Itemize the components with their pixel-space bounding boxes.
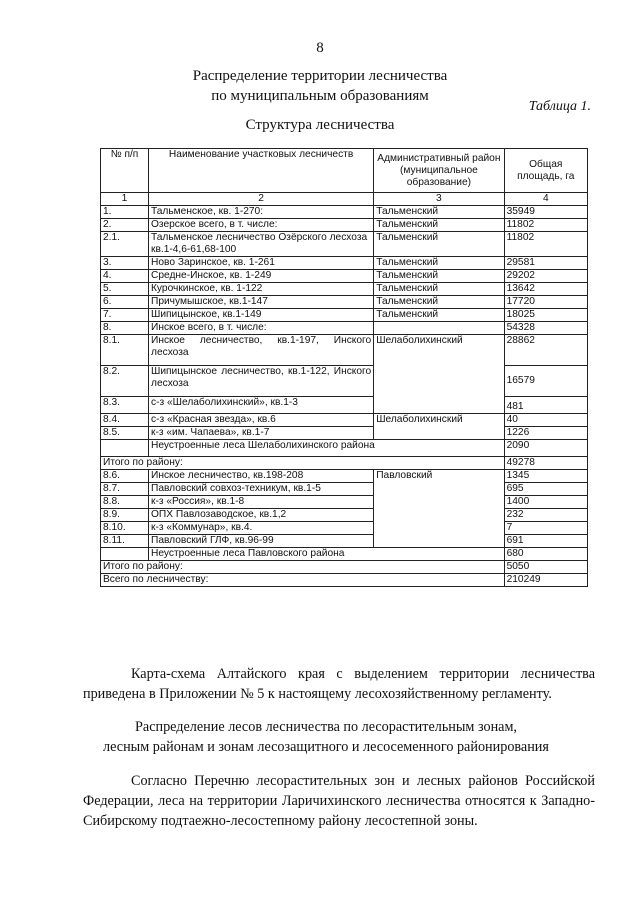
row-number: 8.9. [101,509,149,522]
row-name: к-з «Коммунар», кв.4. [149,522,374,535]
row-name: Шипицынское, кв.1-149 [149,309,374,322]
total-row [101,574,588,587]
row-district: Павловский [374,470,504,548]
column-number: 3 [374,193,504,206]
table-row [101,496,588,509]
forest-zone-paragraph: Согласно Перечню лесорастительных зон и лесных районов Российской Федерации, леса на территории Ларичихинского лесничества относятся к Западно-Сибирскому подтаежно-лесостепному району лесостепной зоны. [83,773,595,829]
row-district: Тальменский [374,232,504,257]
row-name: Инское лесничество, кв.198-208 [149,470,374,483]
subtotal-label: Итого по району: [101,457,505,470]
table-row [101,397,588,414]
row-area: 29581 [504,257,587,270]
table-row [101,470,588,483]
column-number-row [101,193,588,206]
subtotal-area: 5050 [504,561,587,574]
row-district: Тальменский [374,257,504,270]
row-name: Озерское всего, в т. числе: [149,219,374,232]
row-name: Ново Заринское, кв. 1-261 [149,257,374,270]
row-number: 7. [101,309,149,322]
row-number: 8.3. [101,397,149,414]
row-number: 2. [101,219,149,232]
row-district: Шелаболихинский [374,414,504,440]
row-number: 8.10. [101,522,149,535]
row-name: Павловский совхоз-техникум, кв.1-5 [149,483,374,496]
row-area: 11802 [504,219,587,232]
row-number: 5. [101,283,149,296]
table-body [101,149,588,587]
row-number: 8.8. [101,496,149,509]
header-cell: № п/п [101,149,149,193]
row-name: Средне-Инское, кв. 1-249 [149,270,374,283]
column-number: 4 [504,193,587,206]
row-district: Тальменский [374,270,504,283]
row-area: 29202 [504,270,587,283]
total-label: Всего по лесничеству: [101,574,505,587]
row-number: 8.11. [101,535,149,548]
row-area: 17720 [504,296,587,309]
table-row [101,232,588,257]
row-area: 1226 [504,427,587,440]
table-row [101,522,588,535]
row-area: 1345 [504,470,587,483]
forestry-structure-table [100,148,588,587]
table-row [101,270,588,283]
row-area: 7 [504,522,587,535]
row-number: 3. [101,257,149,270]
row-area: 695 [504,483,587,496]
row-area: 13642 [504,283,587,296]
row-area: 11802 [504,232,587,257]
row-area: 16579 [504,366,587,397]
row-name: Инское лесничество, кв.1-197, Инского лесхоза [149,335,374,366]
subtotal-row [101,561,588,574]
table-row [101,283,588,296]
table-row [101,257,588,270]
table-row [101,427,588,440]
table-row [101,483,588,496]
row-area: 691 [504,535,587,548]
row-number [101,548,149,561]
row-name: Инское всего, в т. числе: [149,322,374,335]
row-area: 232 [504,509,587,522]
row-area: 680 [504,548,587,561]
row-area: 35949 [504,206,587,219]
row-name: с-з «Шелаболихинский», кв.1-3 [149,397,374,414]
table-header-row [101,149,588,193]
title-line-1: Распределение территории лесничества [192,68,448,84]
section-heading-line-1: Распределение лесов лесничества по лесорастительным зонам, [135,719,517,735]
table-label: Таблица 1. [528,99,591,114]
page-number: 8 [316,40,324,56]
column-number: 2 [149,193,374,206]
header-cell: Наименование участковых лесничеств [149,149,374,193]
table-row [101,309,588,322]
row-district: Шелаболихинский [374,335,504,414]
header-cell: Административный район (муниципальное образование) [374,149,504,193]
table-row [101,206,588,219]
subtotal-label: Итого по району: [101,561,505,574]
row-name: Павловский ГЛФ, кв.96-99 [149,535,374,548]
row-number: 8.7. [101,483,149,496]
row-name: к-з «Россия», кв.1-8 [149,496,374,509]
table-row [101,535,588,548]
row-area: 54328 [504,322,587,335]
row-area: 40 [504,414,587,427]
row-name: Причумышское, кв.1-147 [149,296,374,309]
row-number: 8.4. [101,414,149,427]
subtotal-area: 49278 [504,457,587,470]
row-number: 8.5. [101,427,149,440]
section-heading-line-2: лесным районам и зонам лесозащитного и лесосеменного районирования [103,739,549,755]
structure-title: Структура лесничества [245,117,395,133]
section-heading [70,717,582,757]
row-number [101,440,149,457]
row-area: 481 [504,397,587,414]
row-name: Тальменское, кв. 1-270: [149,206,374,219]
row-area: 28862 [504,335,587,366]
row-number: 6. [101,296,149,309]
table-row [101,219,588,232]
table-row [101,335,588,366]
total-area: 210249 [504,574,587,587]
row-number: 4. [101,270,149,283]
row-name: Неустроенные леса Шелаболихинского района [149,440,505,457]
subtotal-row [101,457,588,470]
header-cell: Общая площадь, га [504,149,587,193]
table-row [101,509,588,522]
row-number: 8.2. [101,366,149,397]
row-name: Тальменское лесничество Озёрского лесхоза кв.1-4,6-61,68-100 [149,232,374,257]
row-district: Тальменский [374,283,504,296]
table-row [101,548,588,561]
column-number: 1 [101,193,149,206]
row-number: 1. [101,206,149,219]
row-number: 8.6. [101,470,149,483]
row-district: Тальменский [374,309,504,322]
row-area: 2090 [504,440,587,457]
table-row [101,414,588,427]
row-name: ОПХ Павлозаводское, кв.1,2 [149,509,374,522]
row-name: с-з «Красная звезда», кв.6 [149,414,374,427]
row-name: Курочкинское, кв. 1-122 [149,283,374,296]
row-number: 8.1. [101,335,149,366]
row-district [374,322,504,335]
row-area: 1400 [504,496,587,509]
table-row [101,296,588,309]
row-area: 18025 [504,309,587,322]
row-name: к-з «им. Чапаева», кв.1-7 [149,427,374,440]
row-name: Шипицынское лесничество, кв.1-122, Инского лесхоза [149,366,374,397]
row-number: 2.1. [101,232,149,257]
row-district: Тальменский [374,206,504,219]
row-name: Неустроенные леса Павловского района [149,548,505,561]
table-row [101,366,588,397]
row-number: 8. [101,322,149,335]
table-row [101,440,588,457]
table-row [101,322,588,335]
row-district: Тальменский [374,296,504,309]
title-line-2: по муниципальным образованиям [211,88,429,104]
row-district: Тальменский [374,219,504,232]
map-reference-paragraph: Карта-схема Алтайского края с выделением территории лесничества приведена в Приложении № 5 к настоящему лесохозяйственному регламенту. [83,666,595,702]
